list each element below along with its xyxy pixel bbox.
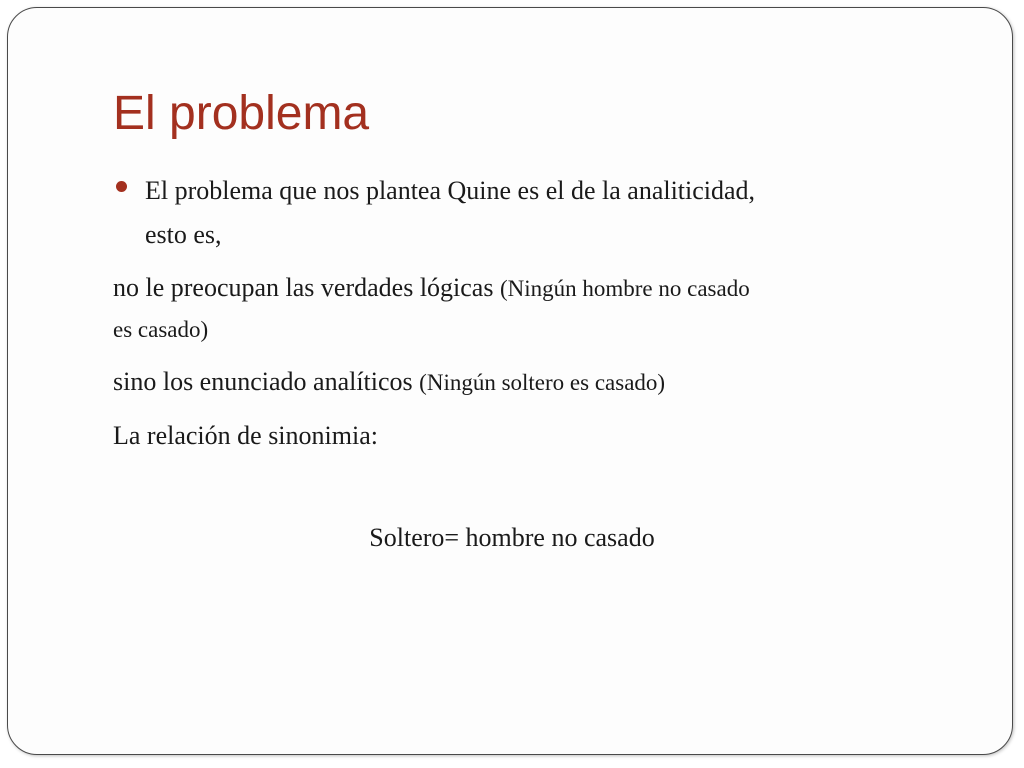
slide-title: El problema xyxy=(113,87,370,140)
paragraph-logical-truths-continuation: es casado) xyxy=(113,317,209,342)
bullet-text-line-2: esto es, xyxy=(145,220,222,249)
synonymy-definition: Soltero= hombre no casado xyxy=(369,523,655,552)
paragraph-logical-truths xyxy=(113,270,750,307)
bullet-dot-icon xyxy=(116,181,127,192)
paragraph-analytic-statements-example: (Ningún soltero es casado) xyxy=(419,370,666,395)
bullet-text-line-1: El problema que nos plantea Quine es el de la analiticidad, xyxy=(145,176,756,205)
paragraph-logical-truths-main: no le preocupan las verdades lógicas xyxy=(113,273,500,302)
paragraph-analytic-statements xyxy=(113,364,665,401)
paragraph-analytic-statements-main: sino los enunciado analíticos xyxy=(113,367,420,396)
paragraph-logical-truths-example: (Ningún hombre no casado xyxy=(499,276,750,301)
paragraph-synonymy: La relación de sinonimia: xyxy=(113,421,378,450)
